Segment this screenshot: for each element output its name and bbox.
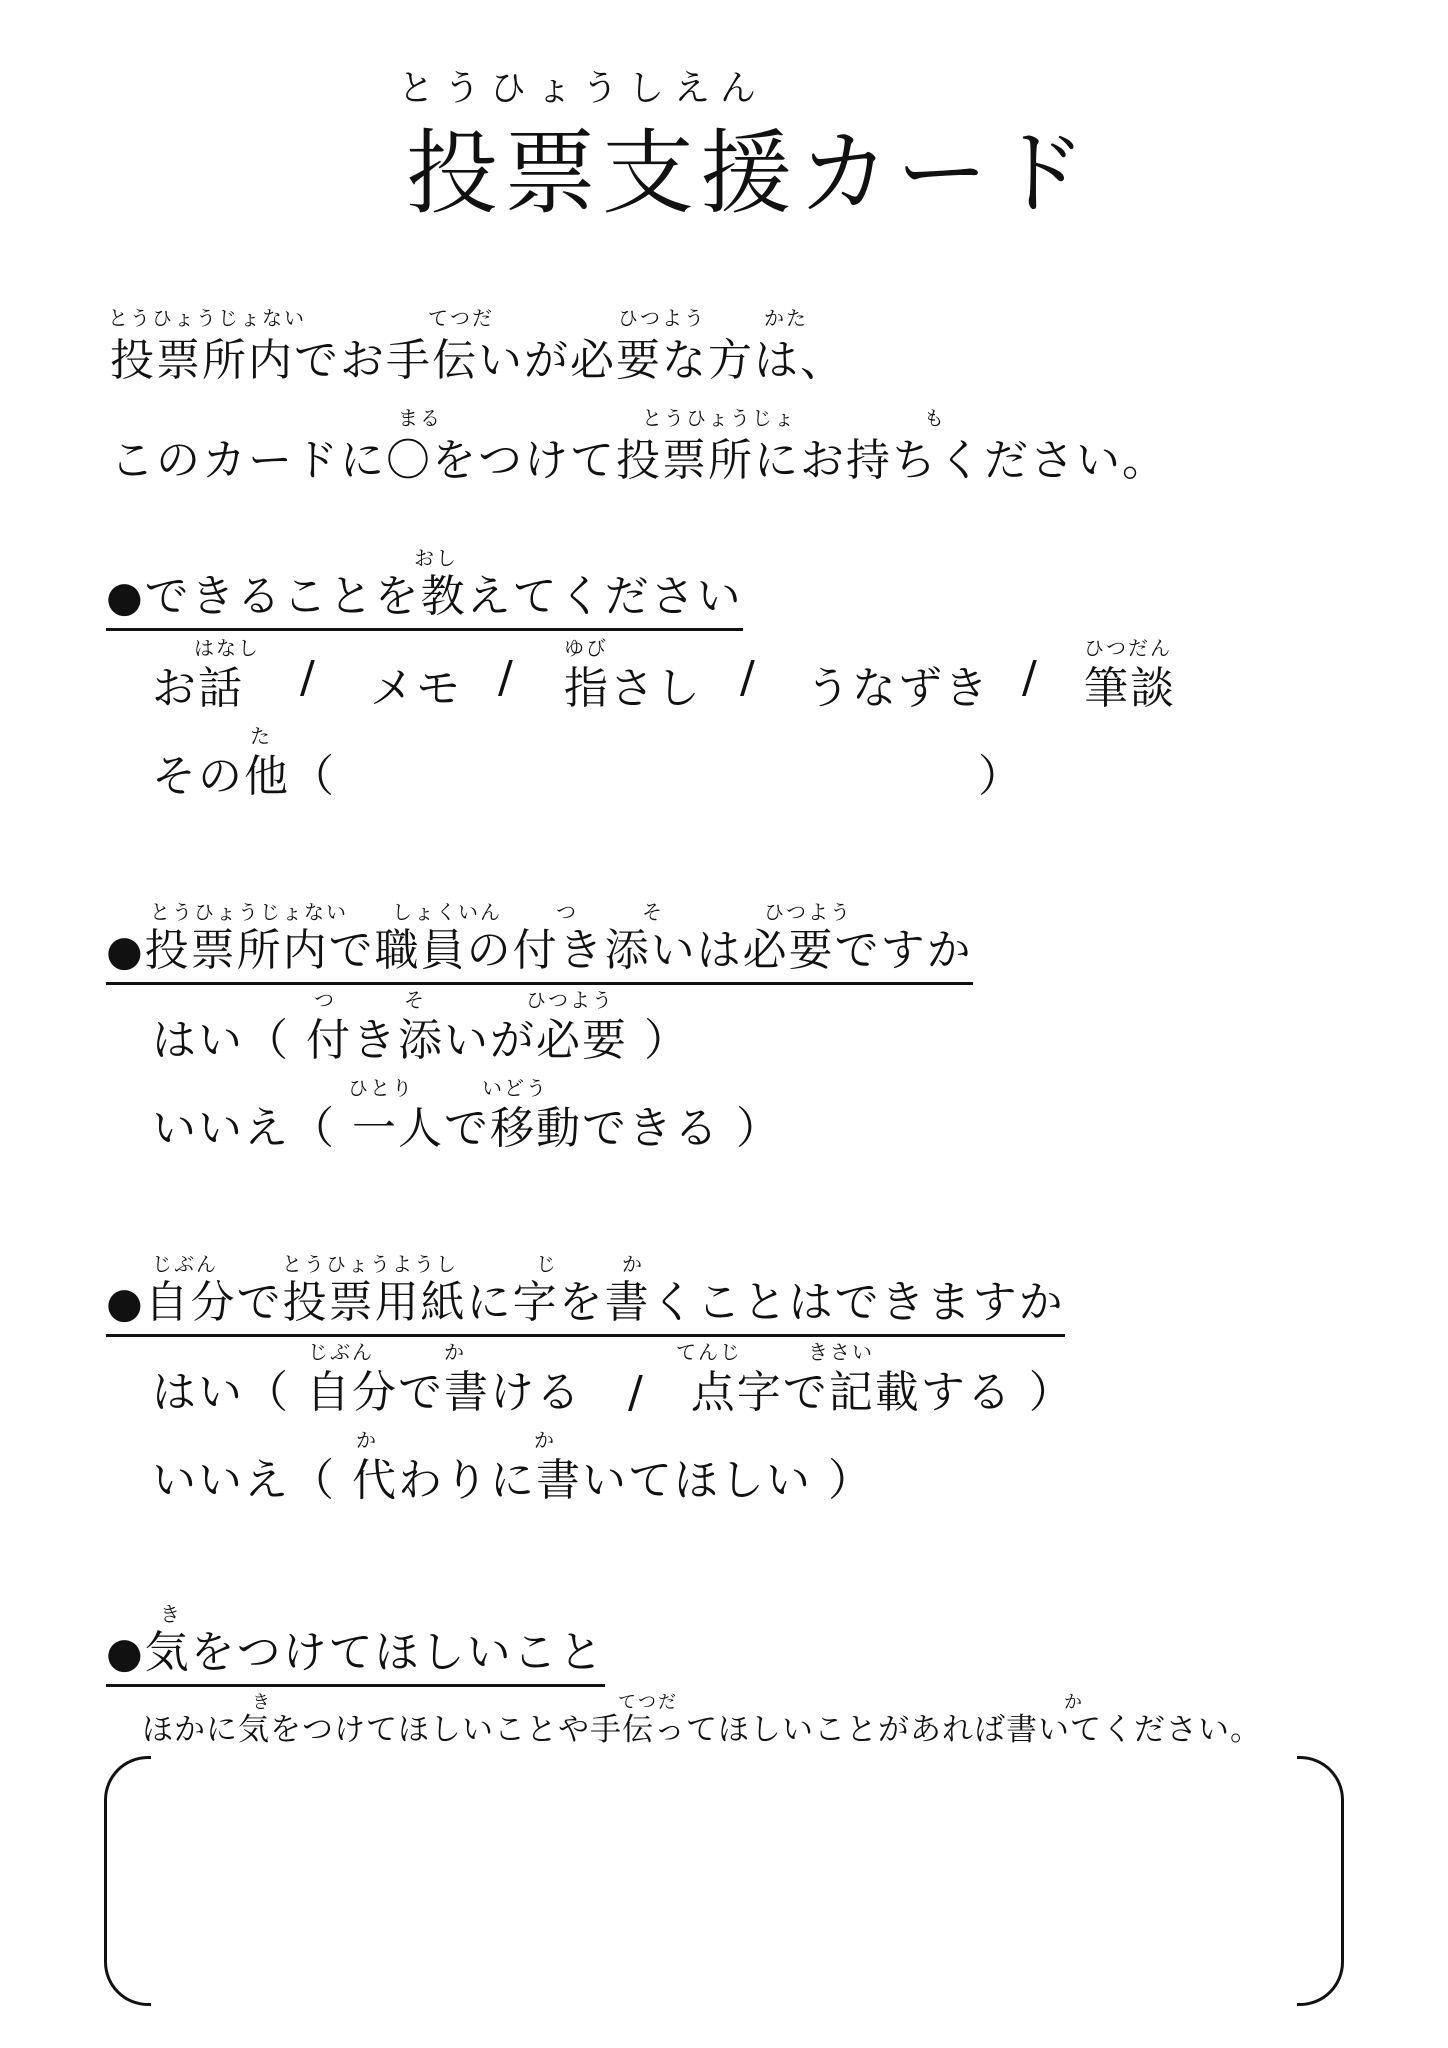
section2-heading bbox=[106, 914, 973, 985]
separator: / bbox=[1022, 652, 1039, 703]
option-other-ruby: た bbox=[250, 724, 272, 748]
section2-yes-option[interactable]: はい（ 付き添いが必要 ） bbox=[152, 1015, 690, 1066]
note-ruby-2: てつだ bbox=[618, 1692, 678, 1713]
bullet-icon: ● bbox=[106, 1628, 145, 1677]
section3-yes-ruby-3: てんじ bbox=[676, 1340, 742, 1364]
section3-yes-ruby-4: きさい bbox=[808, 1340, 874, 1364]
separator: / bbox=[740, 652, 757, 703]
option-talk[interactable]: お話 bbox=[152, 663, 244, 714]
section3-no-ruby-2: か bbox=[534, 1428, 556, 1452]
intro-line1-ruby-3: ひつよう bbox=[618, 306, 706, 330]
section3-yes-option[interactable]: はい（ 自分で書ける / 点字で記載する ） bbox=[152, 1367, 1075, 1418]
intro-line1-ruby-4: かた bbox=[764, 306, 808, 330]
separator: / bbox=[300, 652, 317, 703]
page-title: 投票支援カード bbox=[406, 120, 1093, 227]
section2-ruby-3: つ bbox=[556, 900, 578, 924]
bullet-icon: ● bbox=[106, 926, 145, 975]
left-bracket bbox=[104, 1756, 151, 2006]
section2-ruby-1: とうひょうじょない bbox=[150, 900, 348, 924]
intro-line2: このカードに〇をつけて投票所にお持ちください。 bbox=[110, 435, 1168, 486]
intro-line2-ruby-1: まる bbox=[398, 406, 442, 430]
intro-line2-ruby-2: とうひょうじょ bbox=[642, 406, 796, 430]
section2-yes-ruby-2: そ bbox=[404, 988, 426, 1012]
intro-line1-ruby-1: とうひょうじょない bbox=[108, 306, 306, 330]
section4-note: ほかに気をつけてほしいことや手伝ってほしいことがあれば書いてください。 bbox=[142, 1712, 1262, 1748]
option-other[interactable]: その他（ bbox=[152, 751, 336, 802]
section2-no-option[interactable]: いいえ（ 一人で移動できる ） bbox=[152, 1103, 782, 1154]
section4-ruby: き bbox=[160, 1602, 182, 1626]
section2-no-ruby-1: ひとり bbox=[348, 1076, 414, 1100]
note-ruby-1: き bbox=[252, 1692, 272, 1713]
section3-no-ruby-1: か bbox=[356, 1428, 378, 1452]
option-other-close: ） bbox=[978, 751, 1024, 802]
option-point-ruby: ゆび bbox=[564, 636, 608, 660]
section3-ruby-1: じぶん bbox=[152, 1252, 218, 1276]
option-nod[interactable]: うなずき bbox=[806, 663, 990, 714]
section1-heading bbox=[106, 560, 743, 631]
section4-heading-text: 気をつけてほしいこと bbox=[144, 1627, 605, 1678]
intro-line2-ruby-3: も bbox=[924, 406, 946, 430]
bullet-icon: ● bbox=[106, 1278, 145, 1327]
section2-ruby-5: ひつよう bbox=[764, 900, 852, 924]
title-ruby: とうひょうしえん bbox=[398, 68, 767, 109]
section3-ruby-4: か bbox=[622, 1252, 644, 1276]
section2-yes-ruby-3: ひつよう bbox=[526, 988, 614, 1012]
option-talk-ruby: はなし bbox=[194, 636, 260, 660]
section2-ruby-4: そ bbox=[642, 900, 664, 924]
option-point[interactable]: 指さし bbox=[564, 663, 702, 714]
section2-yes-ruby-1: つ bbox=[314, 988, 336, 1012]
bullet-icon: ● bbox=[106, 572, 145, 621]
section3-heading-text: 自分で投票用紙に字を書くことはできますか bbox=[144, 1277, 1065, 1328]
option-writing-ruby: ひつだん bbox=[1084, 636, 1172, 660]
note-ruby-3: か bbox=[1064, 1692, 1084, 1713]
section3-ruby-3: じ bbox=[536, 1252, 558, 1276]
section3-ruby-2: とうひょうようし bbox=[282, 1252, 458, 1276]
intro-line1: 投票所内でお手伝いが必要な方は、 bbox=[110, 335, 846, 386]
option-writing[interactable]: 筆談 bbox=[1084, 663, 1176, 714]
section2-heading-text: 投票所内で職員の付き添いは必要ですか bbox=[144, 925, 973, 976]
separator: / bbox=[498, 652, 515, 703]
section1-heading-text: できることを教えてください bbox=[144, 571, 743, 622]
section3-yes-ruby-2: か bbox=[444, 1340, 466, 1364]
section2-ruby-2: しょくいん bbox=[392, 900, 502, 924]
section3-yes-ruby-1: じぶん bbox=[308, 1340, 374, 1364]
free-text-area[interactable] bbox=[104, 1756, 1344, 2006]
section1-ruby: おし bbox=[414, 546, 458, 570]
section2-no-ruby-2: いどう bbox=[482, 1076, 548, 1100]
intro-line1-ruby-2: てつだ bbox=[428, 306, 494, 330]
right-bracket bbox=[1297, 1756, 1344, 2006]
section3-heading bbox=[106, 1266, 1065, 1337]
section4-heading bbox=[106, 1616, 605, 1687]
section3-no-option[interactable]: いいえ（ 代わりに書いてほしい ） bbox=[152, 1455, 874, 1506]
option-memo[interactable]: メモ bbox=[370, 663, 462, 714]
